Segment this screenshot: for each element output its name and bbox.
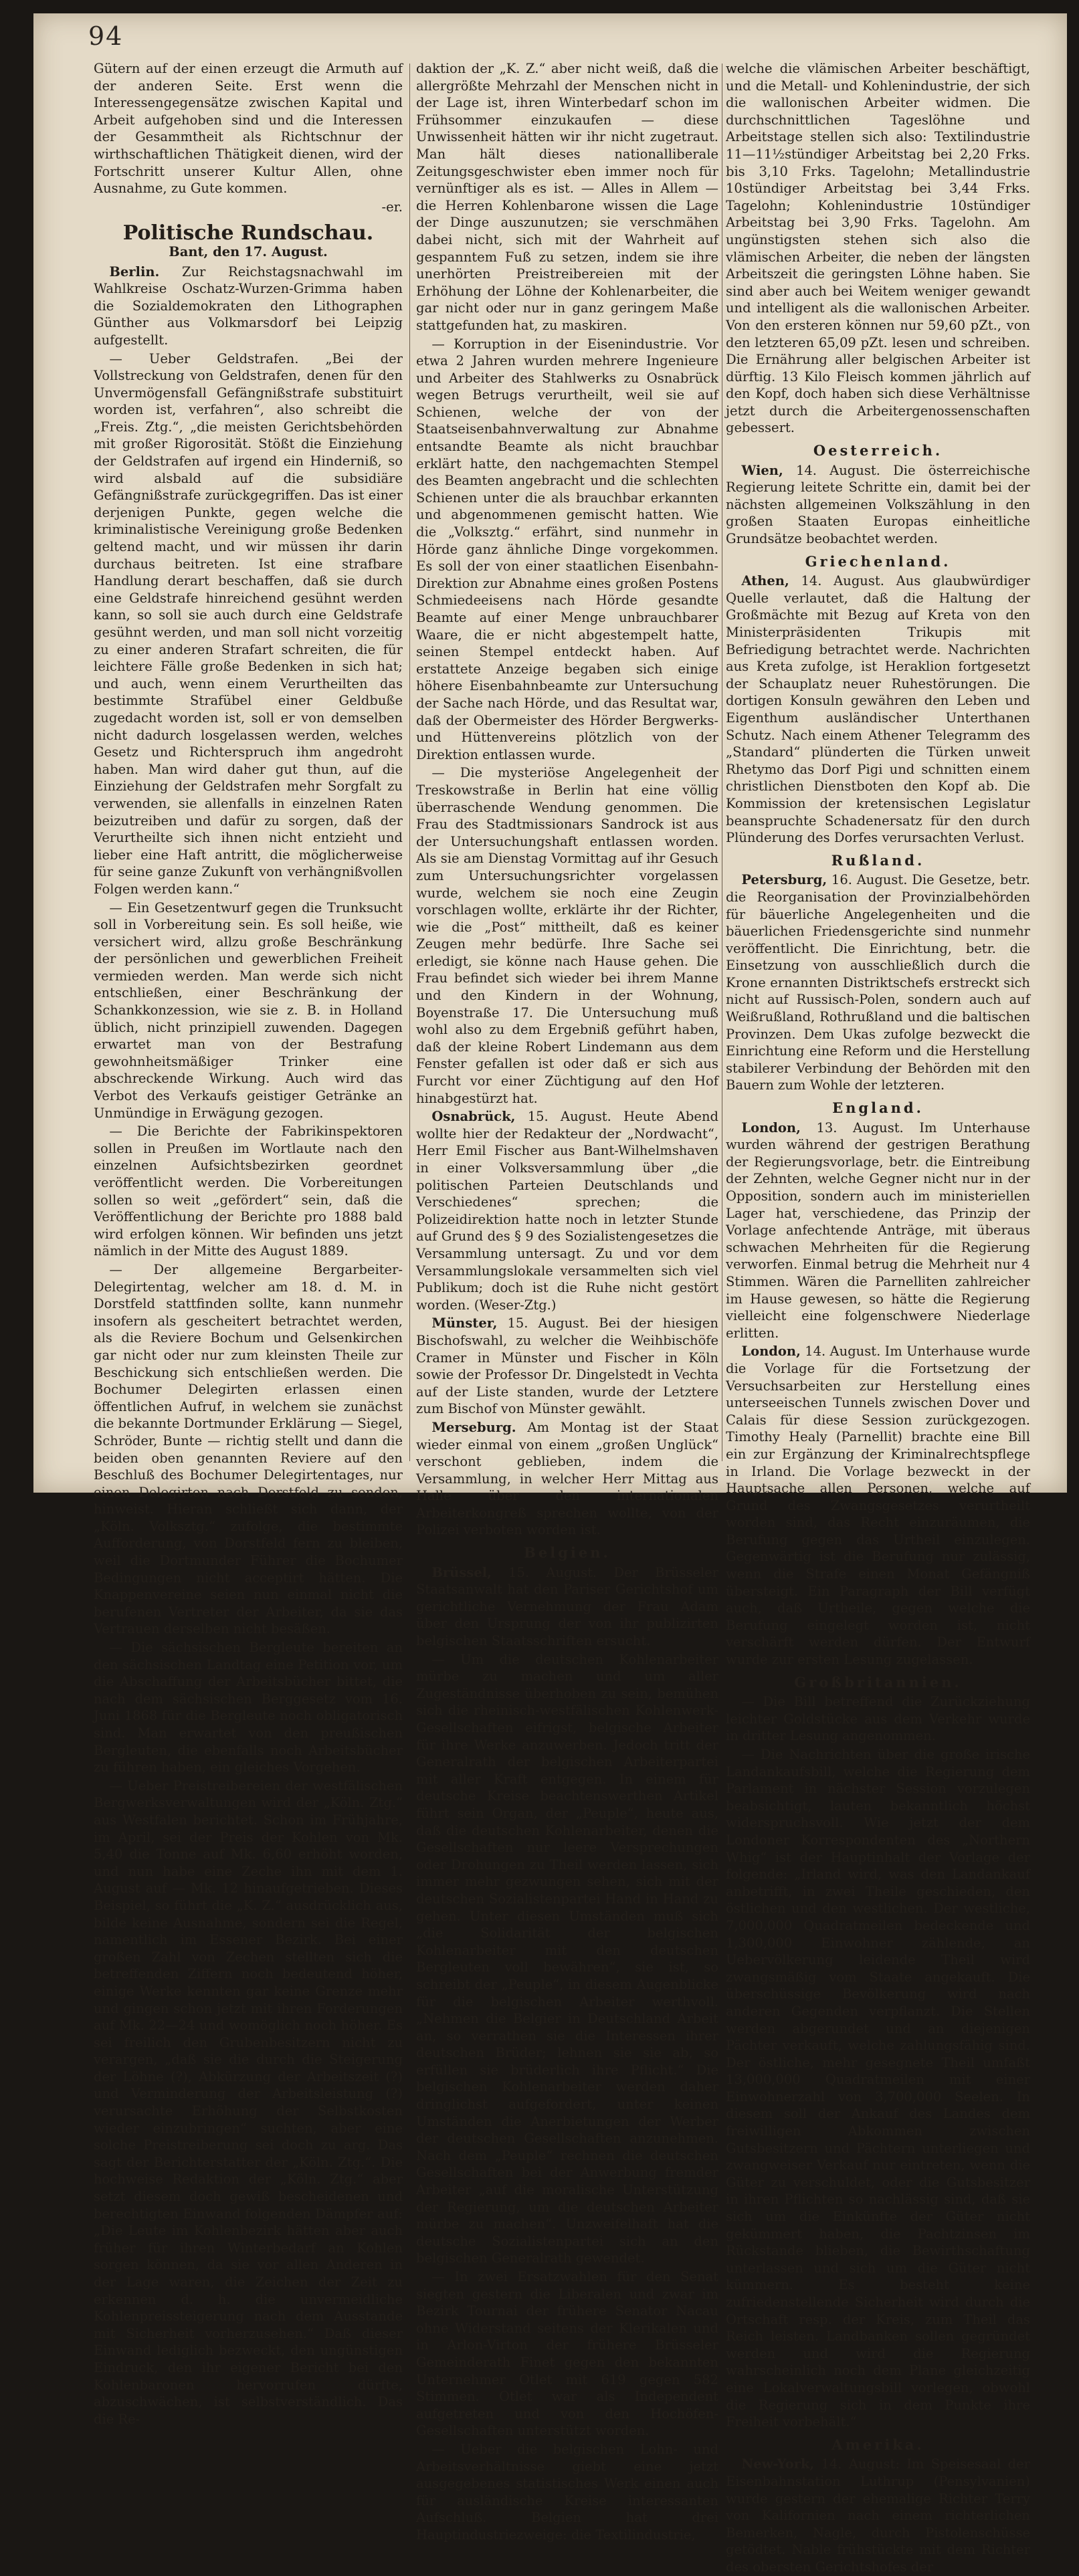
section-heading-oesterreich: Oesterreich. <box>813 442 943 459</box>
place-name: Merseburg. <box>431 1419 516 1435</box>
section-heading-amerika: Amerika. <box>831 2436 924 2453</box>
news-item: — Ueber Geldstrafen. „Bei der Vollstreckung von Geldstrafen, denen für den Unvermögensfall Gefängnißstrafe substituirt worden ist, verfahren“, also schreibt die „Freis. Ztg.“, „die meisten Gerichtsbehörden mit großer Rigorosität. Stößt die Einziehung der Geldstrafen auf irgend ein Hinderniß, so wird alsbald auf die subsidiäre Gefängnißstrafe zurückgegriffen. Das ist einer derjenigen Punkte, gegen welche die kriminalistische Vereinigung große Bedenken geltend macht, und wir müssen ihr darin durchaus beitreten. Ist eine strafbare Handlung derart beschaffen, daß sie durch eine Geldstrafe hinreichend gesühnt werden kann, so soll sie auch durch eine Geldstrafe gesühnt werden, und man soll nicht vorzeitig zu einer anderen Strafart schreiten, die für leichtere Fälle große Bedenken in sich hat; und auch, wenn einem Verurtheilten das bestimmte Strafübel einer Geldbuße zugedacht worden ist, soll er von demselben nicht dadurch losgelassen werden, welches Gesetz und Richterspruch ihm angedroht haben. Man wird daher gut thun, auf die Einziehung der Geldstrafen mehr Sorgfalt zu verwenden, sie allenfalls in einzelnen Raten beizutreiben und dafür zu sorgen, daß der Verurtheilte sich ihnen nicht entzieht und lieber eine Haft antritt, die möglicherweise für seine ganze Zukunft von verhängnißvollen Folgen werden kann.“ <box>94 350 403 897</box>
news-text: 15. August. Bei der hiesigen Bischofswahl, zu welcher die Weihbischöfe Cramer in Münster und Fischer in Köln sowie der Professor Dr. Dingelstedt in Vechta auf der Liste standen, wurde der Letztere zum Bischof von Münster gewählt. <box>416 1315 718 1417</box>
news-text: 14. August: Im Speisesaal der Eisenbahnstation Luthrup (Pensylvanien) wurde gestern der ehemalige Richter Terry von Kalifornien nach einem richterlichen Bemerken, Nagle, durch Pistolenschüsse getödtet. Nable frühstückte mit dem Richter des obersten Gerichtshofes der <box>726 2456 1030 2575</box>
news-text: 13. August. Im Unterhause wurden während der gestrigen Berathung der Regierungsvorlage, betr. die Eintreibung der Zehnten, welche Gegner nicht nur in der Opposition, sondern auch im ministeriellen Lager hat, verschiedene, das Prinzip der Vorlage anfechtende Anträge, mit überaus schwachen Mehrheiten für die Regierung verworfen. Einmal betrug die Mehrheit nur 4 Stimmen. Wären die Parnelliten zahlreicher im Hause gewesen, so hätte die Regierung vielleicht eine folgenschwere Niederlage erlitten. <box>726 1119 1030 1341</box>
news-item-athen <box>726 572 1030 847</box>
news-text: 14. August. Im Unterhause wurde die Vorlage für die Fortsetzung der Versuchsarbeiten zur Herstellung eines unterseeischen Tunnels zwischen Dover und Calais für diese Session zurückgezogen. Timothy Healy (Parnellit) brachte eine Bill ein zur Ergänzung der Kriminalrechtspflege in Irland. Die Vorlage bezweckt in der Hauptsache allen Personen, welche auf Grund des Zwangsgesetzes verurtheilt worden sind, das Recht einzuräumen, die Berufung gegen das Urtheil einzulegen. Gegenwärtig ist die Berufung nur zulässig, wenn die Strafe einen Monat Gefängniß übersteigt. Ein Paragraph der Bill verfügt auch, daß Urtheile, gegen welche die Berufung eingelegt worden ist, nicht verschärft werden dürfen. Der Entwurf wurde zur ersten Lesung zugelassen. <box>726 1344 1030 1668</box>
section-heading-belgien: Belgien. <box>524 1544 611 1562</box>
place-name: Münster, <box>431 1315 498 1331</box>
section-title: Politische Rundschau. <box>122 221 374 245</box>
column-3 <box>726 60 1031 2575</box>
place-name: Berlin. <box>109 263 160 280</box>
column-1 <box>94 60 403 2427</box>
news-item-new-york <box>726 2456 1030 2575</box>
place-name: Petersburg, <box>741 872 827 888</box>
news-text: Zur Reichstagsnachwahl im Wahlkreise Oschatz-Wurzen-Grimma haben die Sozialdemokraten den Lithographen Günther aus Volkmarsdorf bei Leipzig aufgestellt. <box>94 263 403 348</box>
news-item: — Um die deutschen Kohlenarbeiter mürbe zu machen und um aller Zugeständnisse überhoben zu sein, bemühen sich die rheinisch-westfälischen Kohlenwerk-Gesellschaften eifrigst, belgische Arbeiter für ihre Werke anzuwerben. Jedoch tritt der Generalrath der belgischen Arbeiterpartei mit aller Kraft entgegen. In einem für deutsche Kreise beachtenswerthen Artikel führt sein Organ, der „Peuple“, heute aus, daß die deutschen Kohlenarbeiter, denen die Gesellschaften nur leere Versprechungen oder Drohungen zu Theil werden lassen, sich immer mehr gezwungen sehen, sich mit der deutschen Sozialistenpartei Hand in Hand zu gehen. Unter diesen Umständen muß sich „die Solidarität der belgischen Kohlenarbeiter mit den deutschen Bergleuten voll bewähren“, sie ist, so schreibt der „Peuple“, in diesem Augenblicke für die belgischen Arbeiter werthvoll. „Nehmen die Belgier in Deutschland Arbeit an, so verrathen sie die Interessen ihrer deutschen Brüder; lehnen sie sie ab, so erfüllen sie brüderlich ihre Pflicht.“ Die belgischen Kohlenarbeiter werden daher dringlichst aufgefordert, unter keinen Umständen die Anerbietungen der Werber der deutschen Gesellschaften anzunehmen. Nach dem „Peuple“ rechnen die deutschen Gesellschaften bei der Anwerbung fremder Arbeiter „auf die moralische Unterstützung der Regierung, um die deutschen Arbeiter mürbe zu machen“. Unzweifelhaft hat die deutsche Sozialistenpartei sich an den belgischen Generalrath gewendet. <box>416 1651 718 2266</box>
page-number: 94 <box>88 21 124 51</box>
place-name: Osnabrück, <box>431 1109 516 1125</box>
article-signature: -er. <box>381 199 403 215</box>
news-item-berlin <box>94 263 403 349</box>
news-item: — Die mysteriöse Angelegenheit der Treskowstraße in Berlin hat eine völlig überraschende Wendung genommen. Die Frau des Stadtmissionars Sandrock ist aus der Untersuchungshaft entlassen worden. Als sie am Dienstag Vormittag auf ihr Gesuch zum Untersuchungsrichter vorgelassen wurde, welchem sie noch eine Zeugin vorschlagen wollte, erklärte ihr der Richter, wie die „Post“ mittheilt, daß es keiner Zeugen mehr bedürfe. Ihre Sache sei erledigt, sie könne nach Hause gehen. Die Frau befindet sich wieder bei ihrem Manne und den Kindern in der Wohnung, Boyenstraße 17. Die Untersuchung muß wohl also zu dem Ergebniß geführt haben, daß der kleine Robert Lindemann aus dem Fenster gefallen ist oder daß er sich aus Furcht vor einer Züchtigung auf den Hof hinabgestürzt hat. <box>416 765 718 1106</box>
news-item-bruessel <box>416 1564 718 1650</box>
news-text: 14. August. Die österreichische Regierung leitete Schritte ein, damit bei der nächsten allgemeinen Volkszählung in den großen Staaten Europas einheitliche Grundsätze beobachtet werden. <box>726 462 1031 547</box>
news-item-london <box>726 1343 1030 1668</box>
news-item-muenster <box>416 1315 718 1418</box>
news-text: 16. August. Die Gesetze, betr. die Reorganisation der Provinzialbehörden für bäuerliche Angelegenheiten und die bäuerlichen Friedensgerichte sind nunmehr veröffentlicht. Die Einrichtung, betr. die Einsetzung von ausschließlich durch die Krone ernannten Distriktschefs erstreckt sich nicht auf Russisch-Polen, sondern auch auf Weißrußland, Rothrußland und die baltischen Provinzen. Dem Ukas zufolge bezweckt die Einrichtung eine Reform und die Herstellung stabilerer Verbindung der Behörden mit den Bauern zum Wohle der letzteren. <box>726 872 1030 1093</box>
place-name: New-York, <box>741 2456 815 2472</box>
news-item: — In zwei Ersatzwahlen für den Senat siegten gestern die Liberalen und zwar im Bezirk Tournai der frühere Senator Nacau ohne Widerstand seitens der Klerikalen und in Arlon-Virton der frühere Brüsseler Gemeinderath Finet gegen den bekannten Unternehmer Otlet mit 619 gegen 582 Stimmen. Otlet war als Independent aufgetreten und von den Hochöfen-Gesellschaften unterstützt worden. <box>416 2269 718 2439</box>
news-item-merseburg <box>416 1419 718 1539</box>
news-text: 15. August. Der Brüsseler Staatsanwalt hat den Pariser Gerichtshof um gerichtliche Vernehmung der Frau Adam über den Ursprung der von ihr publizirten belgischen Staatsschriften ersucht. <box>416 1564 718 1649</box>
article-intro-text: Gütern auf der einen erzeugt die Armuth auf der anderen Seite. Erst wenn die Interessengegensätze zwischen Kapital und Arbeit aufgehoben sind und die Interessen der Gesammtheit als Richtschnur der wirthschaftlichen Thätigkeit dienen, wird der Fortschritt unserer Kultur Allen, ohne Ausnahme, zu Gute kommen. <box>94 61 403 197</box>
place-name: Athen, <box>741 573 789 589</box>
news-item: — Die Nachrichten über die große irische Landankaufsbill, welche die Regierung dem Parlament in nächster Session vorzulegen beabsichtigt, lauten bekanntlich höchst widerspruchsvoll. Wie jetzt der dem Londoner Korrespondenten des „Northern Whig“ ist der Hauptinhalt der Vorlage der folgende: „Irland wird, was den Landankauf anbetrifft, in zwei Theile geschieden, den östlichen und den westlichen. Der westliche, 7,000,000 Quadratmeilen bedeckende und 1,300,000 Einwohner zählende, an Uebervölkerung leidende Theil wird zwangsmäßig vom Staate angekauft. Die überschüssige Bevölkerung wird nach anderen Gegenden verpflanzt. Die Stellen werden abgerundet und an diejenigen Pächter verkauft, welche zahlungsfähig sind. Der östliche, mehr gesegnete Theil umfaßt 13,000,000 Quadratmeilen mit einer Einwohnerzahl von 3,700,000 Seelen. In diesem soll der Ankauf des Landes dem freiwilligen Abkommen zwischen Gutsbesitzern und Pächtern unterliegen und zwangweiser Verkauf nur eintreten, wenn die Güter zu verschuldet, oder die Gutsbesitzer in ihren Pflichten so nachlässig sind, daß sie sich um die Einkünfte der Güter nicht gekümmert haben, die Pachtzinsen im Rückstande blieben, die Bewirthschaftung unterlassen und sich um die Güter nicht kümmern. Es besteht keine zufriedenstellende Sicherheit wird durch die Ortschaft resp. der Kreis, zum Theil das Reich leisten. Landbanken sollen gegründet werden und wird die Regierung wahrscheinlich noch dem Plane gleichzeitig eine Lokalverwaltungsbill vorlegen, obwohl die Regierung sich in dem Punkte ihre Freiheit vorbehält.“ <box>726 1747 1030 2430</box>
news-item: — Die Berichte der Fabrikinspektoren sollen in Preußen im Wortlaute nach den einzelnen Aufsichtsbezirken geordnet veröffentlicht werden. Die Vorbereitungen sollen so weit „gefördert“ sein, daß die Veröffentlichung der Berichte pro 1888 bald wird erfolgen können. Wir befinden uns jetzt nämlich in der Mitte des August 1889. <box>94 1123 403 1259</box>
section-heading-england: England. <box>832 1099 924 1117</box>
news-item-petersburg <box>726 871 1030 1094</box>
news-item: — Ein Gesetzentwurf gegen die Trunksucht soll in Vorbereitung sein. Es soll heiße, wie versichert wird, allzu große Beschränkung der persönlichen und gewerblichen Freiheit vermieden werden. Man werde sich nicht entschließen, einer Beschränkung der Schankkonzession, wie sie z. B. in Holland üblich, nicht prinzipiell zuwenden. Dagegen erwartet man von der Bestrafung gewohnheitsmäßiger Trinker eine abschreckende Wirkung. Auch wird das Verbot des Verkaufs geistiger Getränke an Unmündige in Erwägung gezogen. <box>94 899 403 1121</box>
news-item: welche die vlämischen Arbeiter beschäftigt, und die Metall- und Kohlenindustrie, der sich die wallonischen Arbeiter widmen. Die durchschnittlichen Tageslöhne und Arbeitstage stellen sich also: Textilindustrie 11—11½stündiger Arbeitstag bei 2,20 Frks. bis 3,10 Frks. Tagelohn; Metallindustrie 10stündiger Arbeitstag bei 3,44 Frks. Tagelohn; Kohlenindustrie 10stündiger Arbeitstag bei 3,90 Frks. Tagelohn. Am ungünstigsten stehen sich also die vlämischen Arbeiter, die neben der längsten Arbeitszeit die geringsten Löhne haben. Sie sind aber auch bei Weitem weniger gewandt und intelligent als die wallonischen Arbeiter. Von den ersteren können nur 59,60 pZt., von den letzteren 65,09 pZt. lesen und schreiben. Die Ernährung aller belgischen Arbeiter ist dürftig. 13 Kilo Fleisch kommen jährlich auf den Kopf, doch haben sich diese Verhältnisse jetzt durch die Arbeitergenossenschaften gebessert. <box>726 61 1030 436</box>
place-name: Brüssel, <box>431 1564 492 1580</box>
place-name: London, <box>741 1119 801 1136</box>
news-item-london <box>726 1119 1030 1342</box>
news-item-osnabrueck <box>416 1108 718 1313</box>
news-text: 14. August. Aus glaubwürdiger Quelle verlautet, daß die Haltung der Großmächte mit Bezug auf Kreta von den Ministerpräsidenten Trikupis mit Befriedigung betrachtet werde. Nachrichten aus Kreta zufolge, ist Heraklion fortgesetzt der Schauplatz neuer Ruhestörungen. Die dortigen Konsuln gewähren den Leben und Eigenthum ausländischer Unterthanen Schutz. Nach einem Athener Telegramm des „Standard“ plünderten die Türken unweit Rhetymo das Dorf Pigi und schnitten einem christlichen Dienstboten den Kopf ab. Die Kommission der kretensischen Legislatur beanspruchte Schadenersatz für den durch Plünderung des Dorfes verursachten Verlust. <box>726 573 1030 846</box>
column-rule <box>409 64 410 1461</box>
news-item: — Die sächsischen Bergleute bereiten an den sächsischen Landtag eine Petition vor, um die Abschaffung der Arbeitsbücher bittet, die nach dem sächsischen Berggesetz vom 16. Juni 1868 für die Bergleute noch obligatorisch sind. Man erwartet von den preußischen Bergleuten, die ebenfalls noch Arbeitsbücher zu führen haben, ein gleiches Vorgehen. <box>94 1640 403 1776</box>
section-heading-russland: Rußland. <box>831 851 925 869</box>
news-item: — Korruption in der Eisenindustrie. Vor etwa 2 Jahren wurden mehrere Ingenieure und Arbeiter des Stahlwerks zu Osnabrück wegen Betrugs verurtheilt, weil sie auf Schienen, welche der von der Staatseisenbahnverwaltung zur Abnahme entsandte Beamte als nicht brauchbar erklärt hatte, den nachgemachten Stempel des Beamten angebracht und die schlechten Schienen unter die als brauchbar erkannten und abgenommenen gemischt hatten. Wie die „Volksztg.“ erfährt, sind nunmehr in Hörde ganz ähnliche Dinge vorgekommen. Es soll der von einer staatlichen Eisenbahn-Direktion zur Abnahme eines großen Postens Schmiedeeisens nach Hörde gesandte Beamte auf einer Menge unbrauchbarer Waare, die er nicht abgestempelt hatte, seinen Stempel entdeckt haben. Auf erstattete Anzeige begaben sich einige höhere Eisenbahnbeamte zur Untersuchung der Sache nach Hörde, und das Resultat war, daß der Obermeister des Hörder Bergwerks- und Hüttenvereins plötzlich von der Direktion entlassen wurde. <box>416 336 718 762</box>
news-item: — Ueber die belgischen Lohn- und Arbeitsverhältnisse giebt eine jetzt ausgegebenes statistisches Werk einen auch für ausländische Kreise interessanten Aufschluß. Belgien hat drei Hauptindustriezweige: die Textilindustrie, <box>416 2441 718 2543</box>
news-item: daktion der „K. Z.“ aber nicht weiß, daß die allergrößte Mehrzahl der Menschen nicht in der Lage ist, ihren Winterbedarf schon im Frühsommer einzukaufen — diese Unwissenheit hätten wir ihr nicht zugetraut. Man hält dieses nationalliberale Zeitungsgeschwister eben immer noch für vernünftiger als es ist. — Alles in Allem — die Herren Kohlenbarone wissen die Lage der Dinge auszunutzen; sie verschmähen dabei nicht, sich mit der Wahrheit auf gespanntem Fuß zu setzen, indem sie ihre unerhörten Preistreibereien mit der Erhöhung der Löhne der Kohlenarbeiter, die gar nicht oder nur in ganz geringem Maße stattgefunden hat, zu maskiren. <box>416 61 718 333</box>
news-item: — Der allgemeine Bergarbeiter-Delegirtentag, welcher am 18. d. M. in Dorstfeld stattfinden sollte, kann nunmehr insofern als gescheitert betrachtet werden, als die Reviere Bochum und Gelsenkirchen gar nicht oder nur zum kleinsten Theile zur Beschickung sich entschließen werden. Die Bochumer Delegirten erlassen einen öffentlichen Aufruf, in welchem sie zunächst die bekannte Dortmunder Erklärung — Siegel, Schröder, Bunte — richtig stellt und dann die beiden oben genannten Reviere auf den Beschluß des Bochumer Delegirtentages, nur einen Delegirten nach Dorstfeld zu senden, hinweist. Hieran schließt sich dann, der „Köln. Volksztg.“ zufolge, die bestimmte Aufforderung, von Dorstfeld fern zu bleiben, weil die Dortmunder Führer die Bochumer Bedingungen nicht acceptirt hätten. Die Knappenvereine seien nun einmal nicht die berufenen Vertreter der Arbeiter, da sie das Vertrauen derselben nicht besäßen. <box>94 1261 403 1637</box>
dateline: Bant, den 17. August. <box>169 243 328 259</box>
section-heading-griechenland: Griechenland. <box>805 552 951 570</box>
news-item: — Die Bill betreffend die Zurückziehung leichter Goldstücke aus dem Verkehr wurde in dritter Lesung angenommen. <box>726 1694 1030 1744</box>
section-heading-grossbritannien: Großbritannien. <box>794 1673 962 1691</box>
place-name: Wien, <box>741 462 783 478</box>
news-text: 15. August. Heute Abend wollte hier der Redakteur der „Nordwacht“, Herr Emil Fischer aus Bant-Wilhelmshaven in einer Volksversammlung über „die politischen Parteien Deutschlands und Verschiedenes“ sprechen; die Polizeidirektion hatte noch in letzter Stunde auf Grund des § 9 des Sozialistengesetzes die Versammlung untersagt. Zu und vor dem Versammlungslokale versammelten sich viel Publikum; doch ist die Ruhe nicht gestört worden. <box>416 1109 718 1313</box>
column-2 <box>416 60 718 2543</box>
news-text: Am Montag ist der Staat wieder einmal von einem „großen Unglück“ verschont geblieben, indem die Versammlung, in welcher Herr Mittag aus Halle über den internationalen Arbeiterkongreß sprechen wollte, von der Polizei verboten worden ist. <box>416 1419 718 1538</box>
news-item-wien <box>726 462 1030 548</box>
place-name: London, <box>741 1344 801 1360</box>
news-item: — Ueber Preistreibereien der westfälischen Bergwerksverwaltungen wird der „Köln. Ztg.“ aus Westfalen berichtet. Schon im Frühjahre, im April, sei der Preis der Kohlen von Mk. 5,40 die Tonne auf Mk. 6,60 erhöht worden, und nun habe eine Zeche ihn mit dem 1. August auf — Mk. 12 hinaufgetrieben. Dieses Beispiel, so führt die „K. Z.“ ausdrücklich aus, bilde keine Ausnahme, sondern sei die Regel, namentlich im Essener Bezirk. Bei einer großen Zahl von Zechen stellten sich die betreffenden Ziffern noch bedeutend höher, einige Werke kennten gar keine Grenze mehr und gingen schon jetzt mit ihren Forderungen auf Mk. 22—24 und womöglich noch höher. Es sei freilich den Grubenbesitzern nicht zu verargen, „daß sie die durch die Steigerung der Löhne (?), Abkürzung der Arbeitszeit (?) und Verminderung der Arbeitsleistung (?) verursachte Erhöhung der Selbstkosten wieder einzubringen“ suchten, aber eine solche Preistreiberung sei doch zu arg. Das sagt der Berichterstatter der „Köln. Ztg.“. Die hochweise Redaktion der „Köln. Ztg.“ aber setzt diesem doch gewiß bescheidenen und berechtigten Einwand folgenden Dämpfer auf: „Die Leute im Kohlenbezirk hätten aber auch früher für ihren Winterbedarf an Kohlen sorgen können, da sie vor allen Anderen in der Lage waren, die Zeichen der Zeit zu erkennen d. h. die unvermeidliche Kohlenpreissteigerung nach dem Ausstande mit Sicherheit vorherzusehen.“ Daß dieser Einwand lediglich bezweckt, den ungünstigen Eindruck, den ihr eigener Bericht bei den Kohlenbaronen hervorrufen dürfte, abzuschwächen, ist selbstverständlich. Das die Re- <box>94 1778 403 2427</box>
news-source: (Weser-Ztg.) <box>474 1297 557 1313</box>
